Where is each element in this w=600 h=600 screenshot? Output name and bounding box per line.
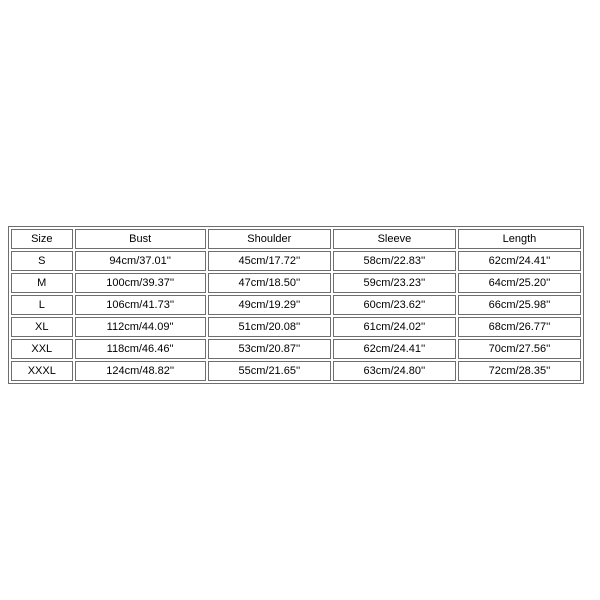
bust-cell: 106cm/41.73'' [75, 295, 206, 315]
bust-cell: 94cm/37.01'' [75, 251, 206, 271]
sleeve-cell: 61cm/24.02'' [333, 317, 456, 337]
header-length: Length [458, 229, 581, 249]
bust-cell: 124cm/48.82'' [75, 361, 206, 381]
shoulder-cell: 55cm/21.65'' [208, 361, 331, 381]
table-row [11, 295, 581, 315]
sleeve-cell: 62cm/24.41'' [333, 339, 456, 359]
table-row [11, 317, 581, 337]
shoulder-cell: 49cm/19.29'' [208, 295, 331, 315]
length-cell: 66cm/25.98'' [458, 295, 581, 315]
shoulder-cell: 53cm/20.87'' [208, 339, 331, 359]
shoulder-cell: 51cm/20.08'' [208, 317, 331, 337]
bust-cell: 118cm/46.46'' [75, 339, 206, 359]
size-cell: S [11, 251, 73, 271]
header-bust: Bust [75, 229, 206, 249]
bust-cell: 100cm/39.37'' [75, 273, 206, 293]
length-cell: 72cm/28.35'' [458, 361, 581, 381]
size-chart-table [8, 226, 584, 384]
sleeve-cell: 58cm/22.83'' [333, 251, 456, 271]
header-size: Size [11, 229, 73, 249]
length-cell: 62cm/24.41'' [458, 251, 581, 271]
size-cell: XL [11, 317, 73, 337]
size-cell: XXXL [11, 361, 73, 381]
bust-cell: 112cm/44.09'' [75, 317, 206, 337]
table-row [11, 251, 581, 271]
header-sleeve: Sleeve [333, 229, 456, 249]
table-row [11, 361, 581, 381]
sleeve-cell: 60cm/23.62'' [333, 295, 456, 315]
header-shoulder: Shoulder [208, 229, 331, 249]
size-cell: XXL [11, 339, 73, 359]
length-cell: 68cm/26.77'' [458, 317, 581, 337]
header-row [11, 229, 581, 249]
table-row [11, 273, 581, 293]
shoulder-cell: 45cm/17.72'' [208, 251, 331, 271]
length-cell: 64cm/25.20'' [458, 273, 581, 293]
shoulder-cell: 47cm/18.50'' [208, 273, 331, 293]
table-row [11, 339, 581, 359]
size-cell: L [11, 295, 73, 315]
size-cell: M [11, 273, 73, 293]
sleeve-cell: 63cm/24.80'' [333, 361, 456, 381]
sleeve-cell: 59cm/23.23'' [333, 273, 456, 293]
length-cell: 70cm/27.56'' [458, 339, 581, 359]
